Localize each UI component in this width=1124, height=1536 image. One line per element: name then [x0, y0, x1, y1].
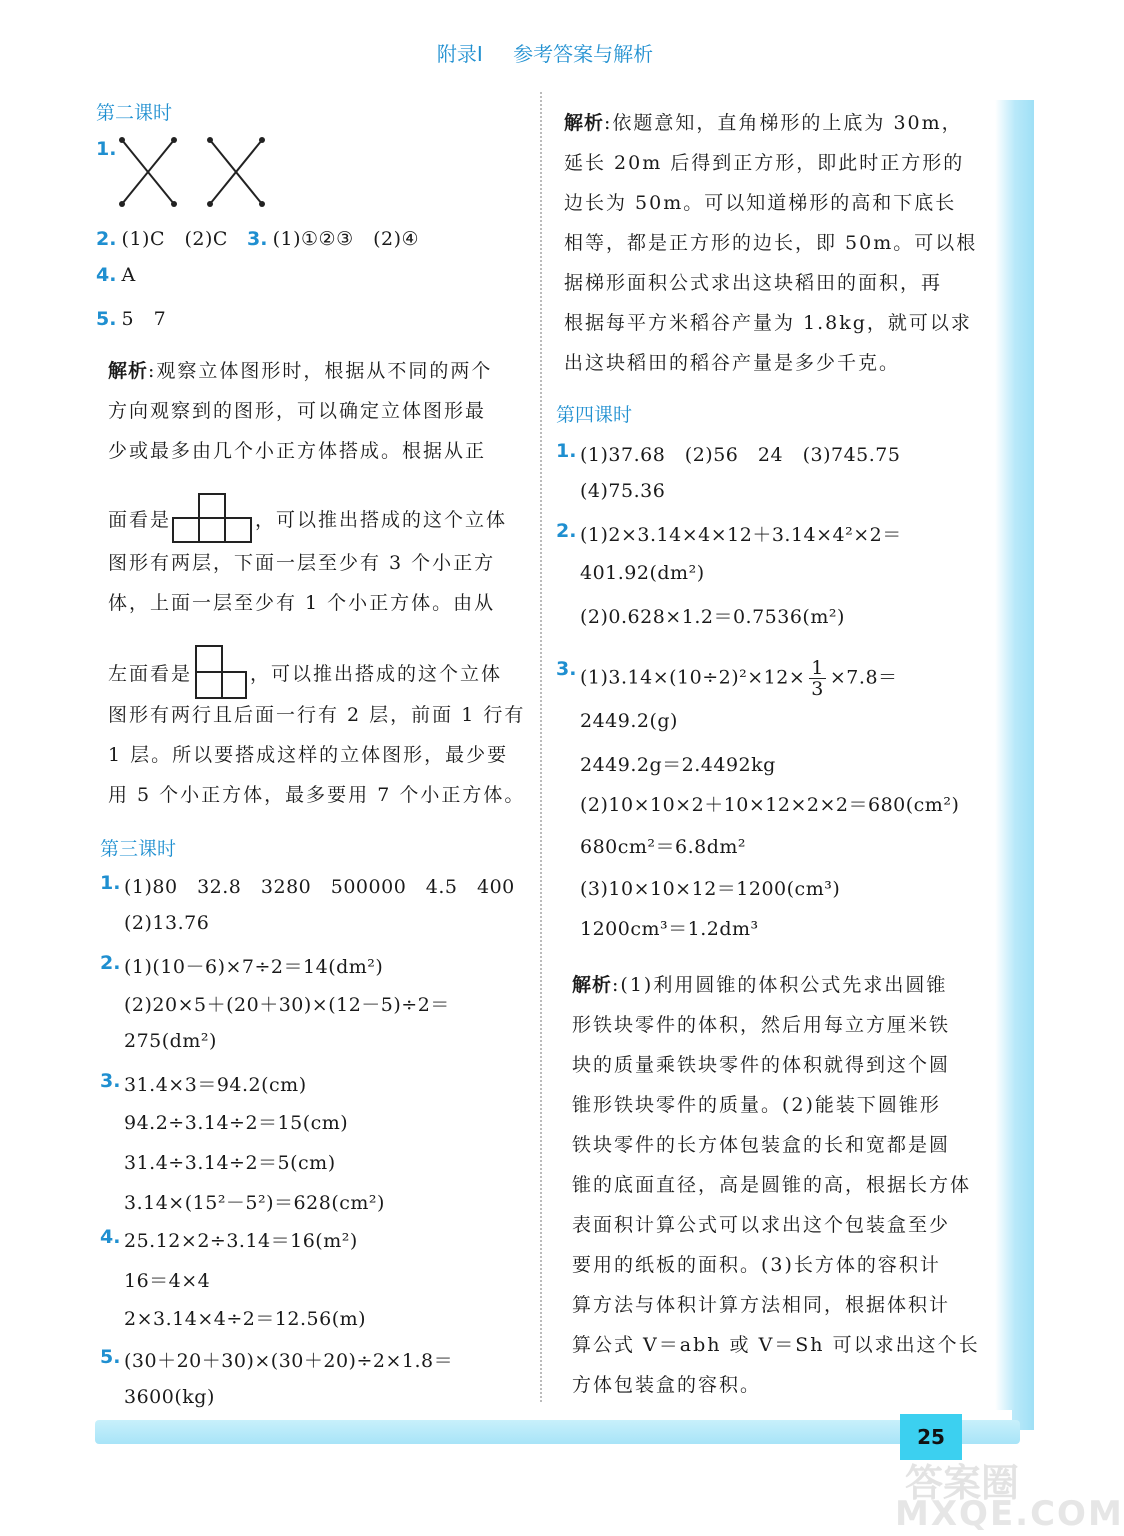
column-divider [540, 92, 542, 1402]
page-header [0, 38, 1090, 67]
analysis-line: 少或最多由几个小正方体搭成。根据从正 [108, 440, 487, 462]
answer-text: (1)①②③ (2)④ [272, 228, 420, 250]
analysis-label: 解析 [564, 112, 605, 134]
analysis-label: 解析 [572, 974, 613, 996]
analysis-line: 延长 20m 后得到正方形，即此时正方形的 [564, 152, 965, 174]
analysis-line: 块的质量乘铁块零件的体积就得到这个圆 [572, 1054, 951, 1076]
analysis-line: 出这块稻田的稻谷产量是多少千克。 [564, 352, 901, 374]
answer-text: 2×3.14×4÷2＝12.56(m) [124, 1308, 367, 1330]
fraction-denominator: 3 [811, 678, 824, 700]
answer-text: 275(dm²) [124, 1030, 217, 1052]
answer-text: A [121, 264, 136, 286]
answer-text: (1)37.68 (2)56 24 (3)745.75 [580, 444, 901, 466]
answer-text: (2)10×10×2＋10×12×2×2＝680(cm²) [580, 794, 960, 816]
analysis-line: 要用的纸板的面积。(3)长方体的容积计 [572, 1254, 941, 1276]
matching-diagram [112, 134, 272, 210]
watermark-logo: 答案圈 [905, 1461, 1020, 1505]
answer-text: 25.12×2÷3.14＝16(m²) [124, 1230, 358, 1252]
answer-text: 5 7 [121, 308, 167, 330]
header-title: 参考答案与解析 [513, 42, 654, 66]
answer-text: (1)80 32.8 3280 500000 4.5 400 [124, 876, 515, 898]
analysis-line: 图形有两行且后面一行有 2 层，前面 1 行有 [108, 704, 526, 726]
analysis-line: 相等，都是正方形的边长，即 50m。可以根 [564, 232, 978, 254]
question-number: 1. [96, 138, 117, 160]
answer-row [96, 224, 419, 251]
answer-text: (1)2×3.14×4×12＋3.14×4²×2＝ [580, 524, 902, 546]
question-number: 2. [96, 228, 117, 250]
answer-text: (4)75.36 [580, 480, 666, 502]
section-title-lesson2: 第二课时 [96, 102, 173, 124]
answer-text: 2449.2g＝2.4492kg [580, 754, 776, 776]
analysis-line: 用 5 个小正方体，最多要用 7 个小正方体。 [108, 784, 526, 806]
decorative-side-strip [1012, 100, 1034, 1430]
front-view-figure [171, 492, 255, 544]
analysis-line: 表面积计算公式可以求出这个包装盒至少 [572, 1214, 951, 1236]
left-view-figure [192, 644, 250, 700]
answer-text: (2)20×5＋(20＋30)×(12－5)÷2＝ [124, 994, 450, 1016]
answer-text: (2)13.76 [124, 912, 210, 934]
watermark-url: MXQE.COM [895, 1494, 1124, 1534]
answer-text: (3)10×10×12＝1200(cm³) [580, 878, 841, 900]
question-number: 5. [100, 1346, 121, 1368]
answer-text: (30＋20＋30)×(30＋20)÷2×1.8＝ [124, 1350, 454, 1372]
analysis-line: 解析:(1)利用圆锥的体积公式先求出圆锥 [572, 974, 948, 996]
analysis-line: 锥形铁块零件的质量。(2)能装下圆锥形 [572, 1094, 941, 1116]
analysis-line: 算公式 V＝abh 或 V＝Sh 可以求出这个长 [572, 1334, 980, 1356]
analysis-line: 方体包装盒的容积。 [572, 1374, 762, 1396]
answer-row [96, 264, 136, 286]
analysis-line: 面看是 ，可以推出搭成的这个立体 [108, 492, 507, 544]
header-appendix: 附录Ⅰ [436, 42, 483, 66]
answer-text: 2449.2(g) [580, 710, 678, 732]
section-title-lesson3: 第三课时 [100, 838, 177, 860]
answer-row [96, 304, 166, 331]
answer-text: 94.2÷3.14÷2＝15(cm) [124, 1112, 349, 1134]
question-number: 1. [100, 872, 121, 894]
analysis-line: 锥的底面直径，高是圆锥的高，根据长方体 [572, 1174, 972, 1196]
fraction [809, 658, 826, 699]
question-number: 2. [556, 520, 577, 542]
answer-text: 16＝4×4 [124, 1270, 211, 1292]
question-number: 3. [247, 228, 268, 250]
analysis-line: 左面看是 ，可以推出搭成的这个立体 [108, 644, 502, 700]
question-number: 2. [100, 952, 121, 974]
question-number: 3. [100, 1070, 121, 1092]
analysis-line: 体，上面一层至少有 1 个小正方体。由从 [108, 592, 496, 614]
answer-text: (1)(10－6)×7÷2＝14(dm²) [124, 956, 384, 978]
answer-text: 3600(kg) [124, 1386, 215, 1408]
answer-text: 1200cm³＝1.2dm³ [580, 918, 759, 940]
answer-text: 31.4÷3.14÷2＝5(cm) [124, 1152, 336, 1174]
fraction-numerator: 1 [811, 657, 824, 679]
answer-text: (1)C (2)C [121, 228, 228, 250]
analysis-line: 方向观察到的图形，可以确定立体图形最 [108, 400, 487, 422]
analysis-label: 解析 [108, 360, 149, 382]
question-number: 5. [96, 308, 117, 330]
analysis-line: 1 层。所以要搭成这样的立体图形，最少要 [108, 744, 509, 766]
question-number: 3. [556, 658, 577, 680]
analysis-line: 形铁块零件的体积，然后用每立方厘米铁 [572, 1014, 951, 1036]
answer-text: (1)3.14×(10÷2)²×12× $\frac{1}{3}$ ×7.8＝ [580, 657, 898, 700]
decorative-bottom-band [95, 1420, 1020, 1444]
question-number: 4. [100, 1226, 121, 1248]
answer-text: 680cm²＝6.8dm² [580, 836, 747, 858]
question-number: 4. [96, 264, 117, 286]
answer-text: 3.14×(15²－5²)＝628(cm²) [124, 1192, 385, 1214]
answer-text: (2)0.628×1.2＝0.7536(m²) [580, 606, 845, 628]
analysis-line: 算方法与体积计算方法相同，根据体积计 [572, 1294, 951, 1316]
analysis-line: 根据每平方米稻谷产量为 1.8kg，就可以求 [564, 312, 972, 334]
page-number: 25 [900, 1414, 962, 1460]
analysis-line: 解析:依题意知，直角梯形的上底为 30m， [564, 112, 963, 134]
question-number: 1. [556, 440, 577, 462]
analysis-line: 边长为 50m。可以知道梯形的高和下底长 [564, 192, 957, 214]
section-title-lesson4: 第四课时 [556, 404, 633, 426]
analysis-line: 据梯形面积公式求出这块稻田的面积，再 [564, 272, 943, 294]
analysis-line: 铁块零件的长方体包装盒的长和宽都是圆 [572, 1134, 951, 1156]
answer-text: 401.92(dm²) [580, 562, 705, 584]
analysis-line: 解析:观察立体图形时，根据从不同的两个 [108, 360, 493, 382]
answer-text: 31.4×3＝94.2(cm) [124, 1074, 307, 1096]
analysis-line: 图形有两层，下面一层至少有 3 个小正方 [108, 552, 496, 574]
